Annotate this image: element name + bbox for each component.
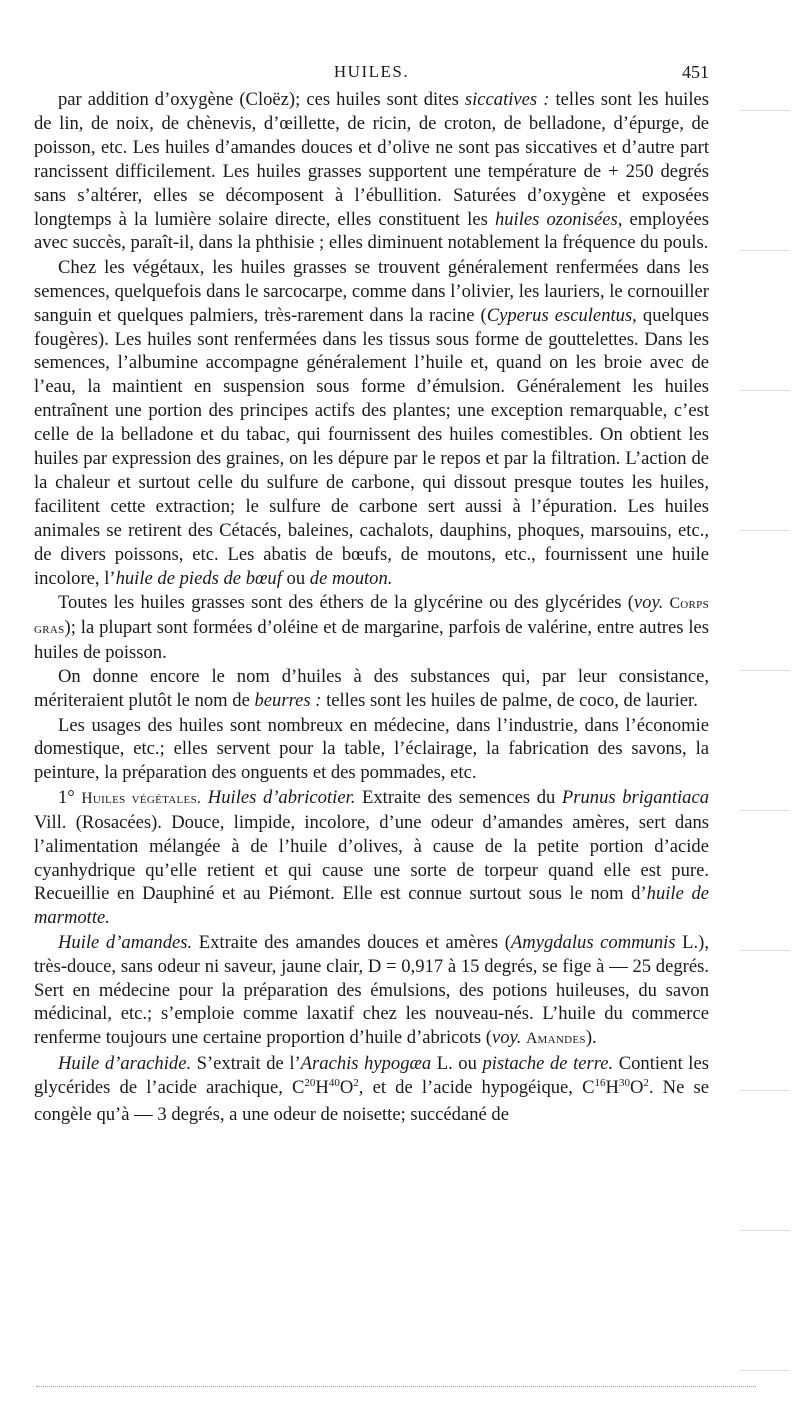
text-run: L.), très-douce, sans odeur ni saveur, jaune clair, D = 0,917 à 15 degrés, se fige à — 25 degrés. Sert en médecine pour la préparation des émulsions, des potions huileuses, du savon médicinal, etc.; s’emploie comme laxatif chez les nouveau-nés. L’huile du commerce renferme toujours une certaine proportion d’huile d’abricots ( (34, 931, 710, 1049)
text-run: par addition d’oxygène (Cloëz); ces huiles sont dites (58, 89, 465, 110)
text-run: Extraite des semences du (355, 786, 562, 808)
italic-text: voy. (633, 592, 664, 614)
italic-text: voy. (491, 1027, 522, 1049)
small-caps-text: Huiles végétales. (81, 789, 202, 807)
paragraph (34, 1052, 709, 1127)
text-run: telles sont les huiles de lin, de noix, de chènevis, d’œillette, de ricin, de croton, de belladone, d’épurge, de poisson, etc. Les huiles d’amandes douces et d’olive ne sont pas siccatives et d’autre part rancissent difficilement. Les huiles grasses supportent une température de + 250 degrés sans s’altérer, elles se décomposent à l’ébullition. Saturées d’oxygène et exposées longtemps à la lumière solaire directe, elles constituent les (34, 89, 709, 230)
text-run: , et de l’acide hypogéique, C (358, 1076, 595, 1098)
italic-text: Cyperus esculentus, (486, 304, 637, 326)
italic-text: Arachis hypogæa (300, 1052, 432, 1074)
margin-scan-artifacts (740, 40, 790, 1400)
text-run: On donne encore le nom d’huiles à des substances qui, par leur consistance, mériteraient plutôt le nom de (34, 666, 709, 712)
text-run: ou (281, 567, 310, 589)
formula-superscript: 2 (353, 1076, 359, 1089)
italic-text: Huile d’amandes. (58, 931, 193, 953)
text-run: Les usages des huiles sont nombreux en médecine, dans l’industrie, dans l’économie domestique, etc.; elles servent pour la table, l’éclairage, la fabrication des savons, la peinture, la préparation des onguents et des pommades, etc. (34, 714, 709, 784)
italic-text: Amygdalus communis (510, 931, 676, 953)
text-run: ); la plupart sont formées d’oléine et de margarine, parfois de valérine, entre autres les huiles de poisson. (34, 616, 709, 663)
italic-text: beurres : (254, 690, 322, 712)
formula-superscript: 2 (643, 1076, 649, 1089)
paragraph (34, 88, 709, 255)
paragraph (34, 591, 709, 665)
text-run: 1° (58, 786, 82, 808)
italic-text: huile de marmotte. (34, 883, 709, 929)
text-run: O (629, 1076, 644, 1098)
italic-text: huiles ozonisées, (494, 208, 623, 230)
text-run: Toutes les huiles grasses sont des éthers de la glycérine ou des glycérides ( (58, 592, 634, 614)
small-caps-text: Amandes (526, 1030, 586, 1048)
bottom-scan-edge (36, 1386, 756, 1387)
text-run: employées avec succès, paraît-il, dans la phthisie ; elles diminuent notablement la fréquence du pouls. (34, 208, 709, 254)
paragraph (34, 931, 709, 1052)
running-head: HUILES. (333, 62, 410, 81)
formula-superscript: 40 (328, 1076, 340, 1089)
paragraph (34, 256, 709, 591)
page-number: 451 (682, 62, 709, 82)
page-body (34, 88, 709, 1126)
formula-superscript: 20 (304, 1076, 316, 1089)
text-run (201, 787, 208, 808)
small-caps-text: Corps gras (34, 595, 709, 637)
italic-text: siccatives : (464, 89, 550, 110)
paragraph (34, 786, 709, 930)
italic-text: Huile d’arachide. (58, 1052, 192, 1074)
formula-superscript: 30 (618, 1076, 630, 1089)
text-run: Vill. (Rosacées). Douce, limpide, incolore, d’une odeur d’amandes amères, sert dans l’alimentation mélangée à de l’huile d’olives, à cause de la petite portion d’acide cyanhydrique qu’elle retient et qui cause une sorte de torpeur quand elle est pure. Recueillie en Dauphiné et au Piémont. Elle est connue surtout sous le nom d’ (34, 811, 709, 905)
text-run: Extraite des amandes douces et amères ( (192, 931, 511, 953)
text-run: L. ou (431, 1052, 483, 1074)
italic-text: Prunus brigantiaca (561, 786, 710, 808)
paragraph (34, 665, 709, 713)
italic-text: Huiles d’abricotier. (207, 786, 356, 808)
book-page (34, 62, 709, 1126)
text-run: telles sont les huiles de palme, de coco, de laurier. (321, 690, 698, 712)
text-run: . Ne se congèle qu’à — 3 degrés, a une odeur de noisette; succédané de (34, 1076, 709, 1125)
text-run: O (339, 1076, 354, 1098)
italic-text: de mouton. (309, 567, 393, 589)
italic-text: pistache de terre. (482, 1052, 614, 1074)
text-run: S’extrait de l’ (191, 1052, 301, 1074)
text-run: H (605, 1076, 619, 1098)
text-run: H (315, 1076, 329, 1098)
text-run: ). (585, 1027, 597, 1049)
page-header (34, 62, 709, 88)
text-run: quelques fougères). Les huiles sont renfermées dans les tissus sous forme de gouttelettes. Dans les semences, l’albumine accompagne généralement l’huile et, quand on les broie avec de l’eau, la maintient en suspension sous forme d’émulsion. Généralement les huiles entraînent une portion des principes actifs des plantes; une exception remarquable, c’est celle de la belladone et du tabac, qui fournissent des huiles comestibles. On obtient les huiles par expression des graines, on les dépure par le repos et par la filtration. L’action de la chaleur et surtout celle du sulfure de carbone, qui dissout presque toutes les huiles, facilitent cette extraction; le sulfure de carbone sert aussi à l’épuration. Les huiles animales se retirent des Cétacés, baleines, cachalots, dauphins, phoques, marsouins, etc., de divers poissons, etc. Les abatis de bœufs, de moutons, etc., fournissent une huile incolore, l’ (34, 304, 709, 589)
italic-text: huile de pieds de bœuf (115, 567, 282, 589)
text-run: Contient les glycérides de l’acide arachique, C (34, 1052, 709, 1098)
paragraph (34, 714, 709, 786)
formula-superscript: 16 (594, 1076, 606, 1089)
text-run: Chez les végétaux, les huiles grasses se trouvent généralement renfermées dans les semences, quelquefois dans le sarcocarpe, comme dans l’olivier, les lauriers, le cornouiller sanguin et quelques palmiers, très-rarement dans la racine ( (34, 256, 709, 326)
